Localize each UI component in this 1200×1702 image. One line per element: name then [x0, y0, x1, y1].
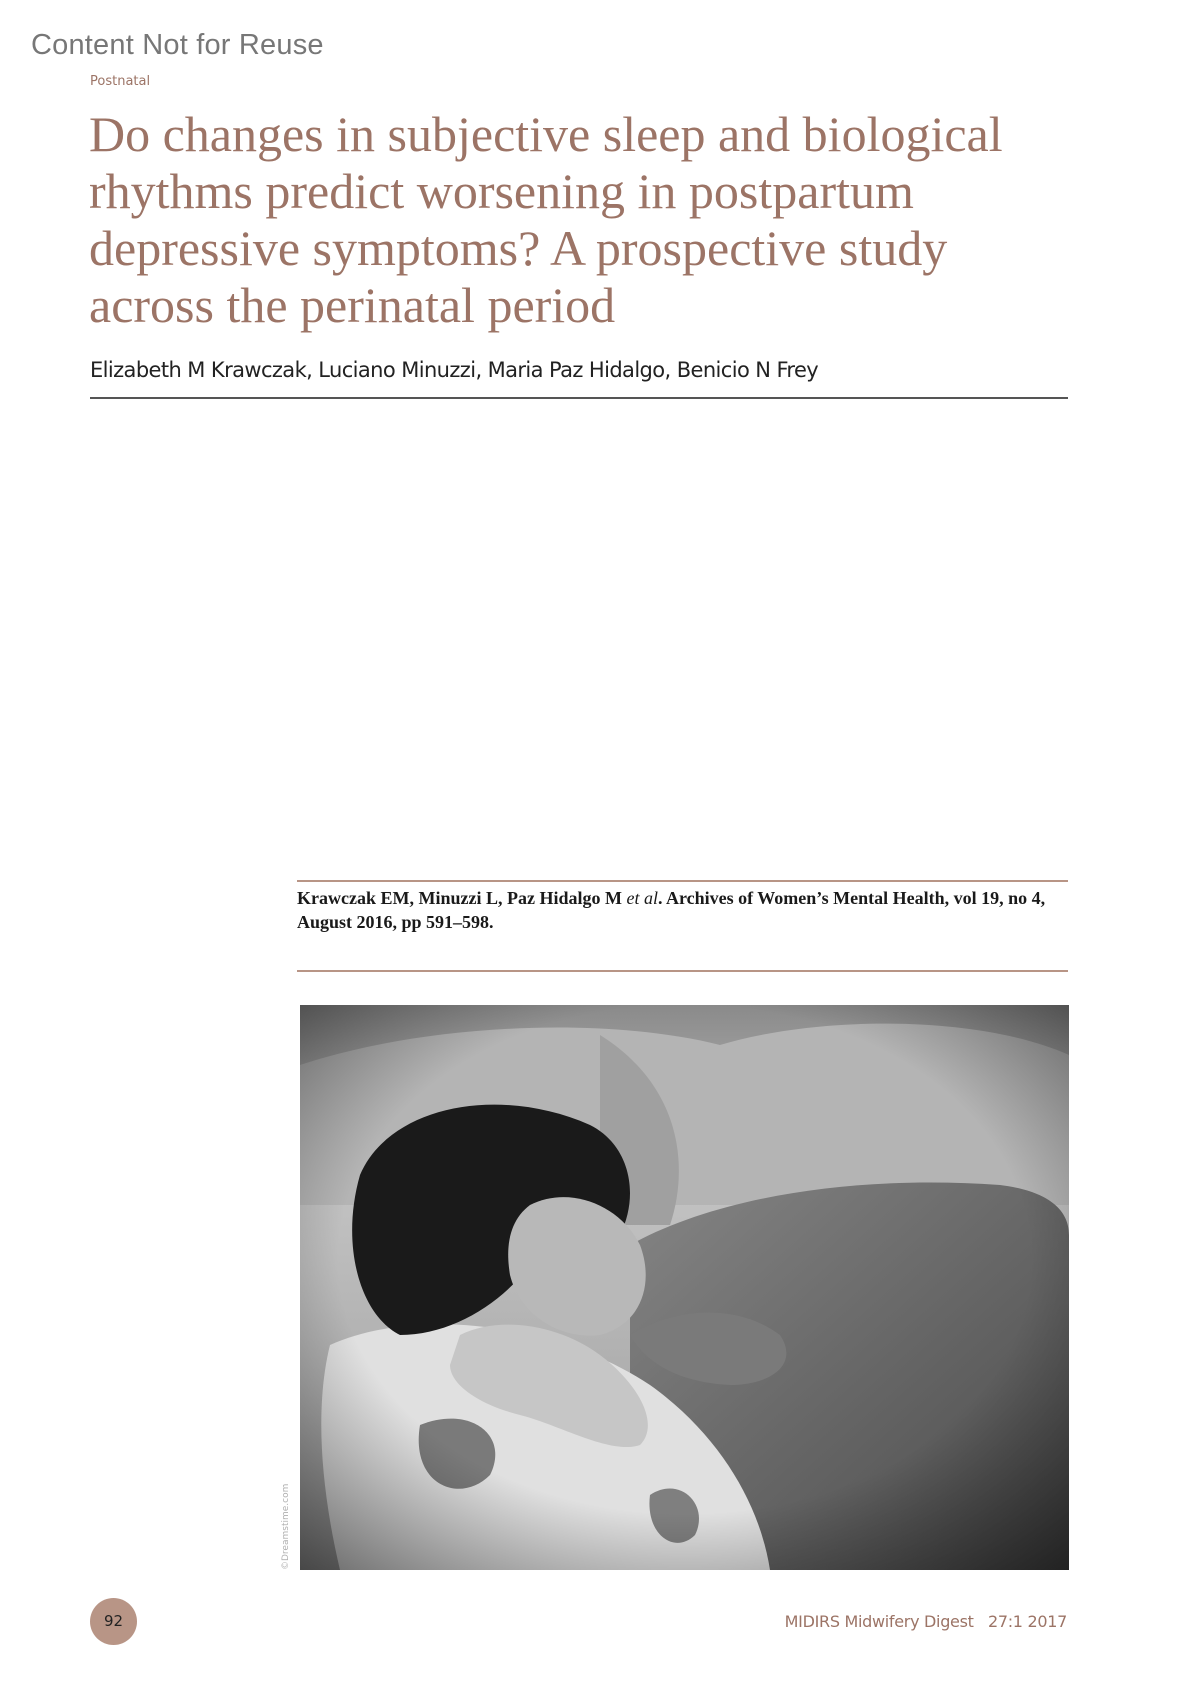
citation-lead: Krawczak EM, Minuzzi L, Paz Hidalgo M — [297, 888, 627, 908]
citation-etal: et al — [626, 888, 658, 908]
authors-divider — [90, 397, 1068, 399]
watermark-label: Content Not for Reuse — [31, 29, 324, 61]
citation-rest: . Archives of Women’s Mental Health, vol 19, no 4, August 2016, pp 591–598. — [297, 888, 1046, 932]
section-label: Postnatal — [90, 74, 151, 89]
article-photo — [300, 1005, 1069, 1570]
article-title: Do changes in subjective sleep and biological rhythms predict worsening in postpartum depressive symptoms? A prospective study across the perinatal period — [89, 106, 1003, 333]
page-number: 92 — [90, 1598, 137, 1645]
citation-top-divider — [297, 880, 1068, 882]
photo-credit: ©Dreamstime.com — [281, 1483, 291, 1570]
citation-bottom-divider — [297, 970, 1068, 972]
citation — [297, 886, 1072, 934]
article-authors: Elizabeth M Krawczak, Luciano Minuzzi, Maria Paz Hidalgo, Benicio N Frey — [90, 358, 819, 382]
journal-footer — [785, 1612, 1067, 1631]
journal-footer-text: MIDIRS Midwifery Digest 27:1 2017 — [784, 1612, 1067, 1631]
